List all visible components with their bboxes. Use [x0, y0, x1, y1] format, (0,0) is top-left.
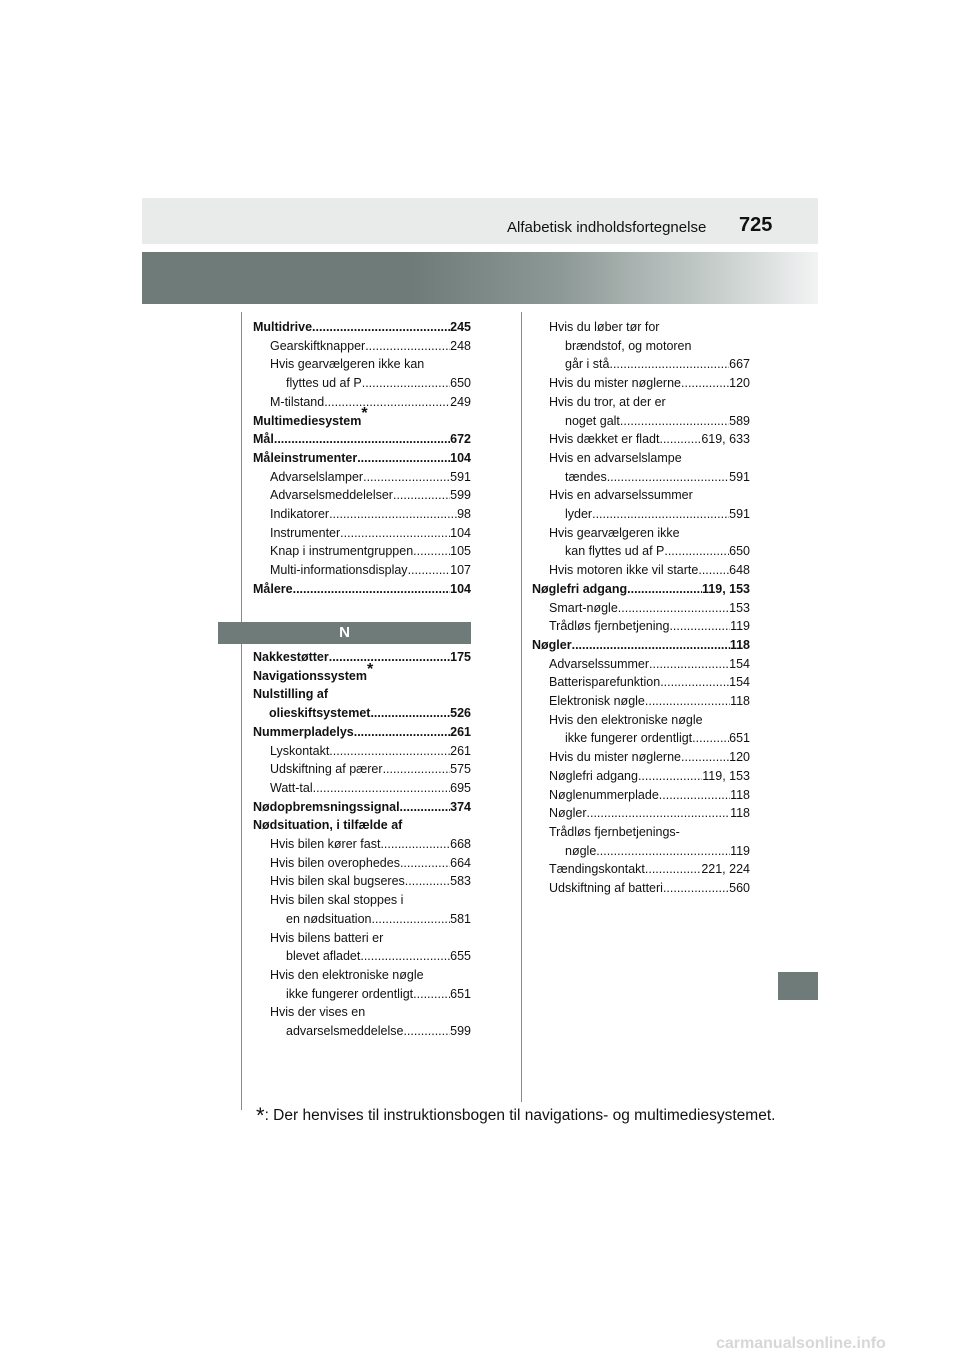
index-entry-line — [253, 580, 471, 599]
entry-label: går i stå — [565, 357, 610, 372]
index-entry-line — [270, 760, 471, 779]
entry-page: 526 — [450, 706, 471, 721]
index-entry — [253, 542, 471, 561]
leader-dots — [370, 704, 450, 723]
page-title: Alfabetisk indholdsfortegnelse — [507, 219, 707, 236]
entry-label: Trådløs fjernbetjening — [549, 619, 670, 634]
index-entry — [532, 692, 750, 711]
entry-page: 672 — [450, 432, 471, 447]
index-entry — [253, 723, 471, 742]
entry-label: M-tilstand — [270, 394, 325, 409]
entry-label: Hvis bilen skal bugseres — [270, 874, 405, 889]
index-entry-line — [270, 985, 471, 1004]
index-entry-line — [549, 879, 750, 898]
index-entry-line — [549, 599, 750, 618]
entry-label: nøgle — [565, 843, 597, 858]
entry-label: flyttes ud af P — [286, 376, 362, 391]
entry-label: Nøglefri adgang — [532, 581, 628, 596]
leader-dots — [274, 430, 450, 449]
entry-label: Hvis gearvælgeren ikke kan — [270, 357, 425, 372]
page-number: 725 — [739, 214, 773, 236]
index-entry-line — [270, 947, 471, 966]
entry-label: Hvis bilen overophedes — [270, 855, 400, 870]
entry-page: 154 — [729, 656, 750, 671]
index-entry-line — [549, 374, 750, 393]
index-entry-line — [270, 779, 471, 798]
index-entry — [253, 872, 471, 891]
entry-page: 581 — [450, 911, 471, 926]
entry-label: Lyskontakt — [270, 743, 330, 758]
leader-dots — [659, 430, 701, 449]
entry-label: Advarselssummer — [549, 656, 650, 671]
index-entry-line — [549, 617, 750, 636]
entry-label: ikke fungerer ordentligt — [565, 731, 693, 746]
entry-page: 119, 153 — [702, 768, 750, 783]
entry-page: 104 — [450, 525, 471, 540]
leader-dots — [313, 779, 451, 798]
header-band — [142, 198, 818, 244]
leader-dots — [572, 636, 730, 655]
index-entry — [532, 374, 750, 393]
index-entry — [253, 835, 471, 854]
index-entry-line — [549, 542, 750, 561]
index-entry-line — [270, 1022, 471, 1041]
leader-dots — [627, 580, 702, 599]
leader-dots — [413, 985, 450, 1004]
leader-dots — [692, 729, 729, 748]
watermark: carmanualsonline.info — [716, 1335, 886, 1352]
leader-dots — [645, 860, 701, 879]
entry-label: Hvis den elektroniske nøgle — [270, 967, 424, 982]
entry-label: Nødopbremsningssignal — [253, 799, 400, 814]
entry-label: Tændingskontakt — [549, 862, 645, 877]
entry-page: 651 — [450, 986, 471, 1001]
index-entry — [253, 561, 471, 580]
entry-page: 589 — [729, 413, 750, 428]
index-column-right — [532, 318, 750, 898]
entry-label: Knap i instrumentgruppen — [270, 544, 414, 559]
leader-dots — [403, 1022, 450, 1041]
index-entry — [532, 449, 750, 486]
index-entry-line — [549, 767, 750, 786]
leader-dots — [620, 412, 729, 431]
index-entry — [253, 966, 471, 1003]
entry-label: noget galt — [565, 413, 620, 428]
entry-page: 667 — [729, 357, 750, 372]
index-entry-line — [270, 854, 471, 873]
leader-dots — [413, 542, 450, 561]
index-entry-line — [549, 655, 750, 674]
index-entry — [253, 318, 471, 337]
leader-dots — [681, 748, 729, 767]
leader-dots — [405, 872, 450, 891]
index-entry — [532, 655, 750, 674]
index-entry — [532, 486, 750, 523]
leader-dots — [357, 449, 450, 468]
leader-dots — [329, 648, 450, 667]
entry-label: Gearskiftknapper — [270, 338, 366, 353]
index-entry — [253, 337, 471, 356]
entry-label: Hvis en advarselslampe — [549, 450, 682, 465]
index-entry-line — [549, 412, 750, 431]
index-entry — [253, 660, 471, 686]
index-entry-line — [532, 636, 750, 655]
entry-page: 105 — [450, 544, 471, 559]
entry-label: Måleinstrumenter — [253, 450, 358, 465]
column-divider — [521, 312, 522, 1102]
entry-label: Hvis bilen kører fast — [270, 837, 381, 852]
entry-page: 119 — [730, 619, 750, 634]
entry-page: 118 — [730, 806, 750, 821]
index-entry-line — [270, 872, 471, 891]
index-entry-line — [270, 561, 471, 580]
index-entry — [532, 318, 750, 374]
index-entry — [532, 561, 750, 580]
leader-dots — [354, 723, 450, 742]
entry-label: Hvis en advarselssummer — [549, 488, 693, 503]
index-entry-line — [549, 786, 750, 805]
index-entry-line — [549, 729, 750, 748]
index-entry-line — [549, 842, 750, 861]
leader-dots — [663, 879, 729, 898]
footnote — [256, 1100, 775, 1126]
entry-label: advarselsmeddelelse — [286, 1024, 404, 1039]
entry-page: 619, 633 — [701, 432, 750, 447]
entry-label: Hvis motoren ikke vil starte — [549, 563, 699, 578]
entry-label: olieskiftsystemet — [269, 706, 371, 721]
entry-label: tændes — [565, 469, 607, 484]
entry-label: Smart-nøgle — [549, 600, 618, 615]
leader-dots — [596, 842, 730, 861]
leader-dots — [362, 374, 450, 393]
leader-dots — [587, 804, 731, 823]
entry-page: 118 — [730, 694, 750, 709]
index-entry — [253, 929, 471, 966]
leader-dots — [408, 561, 451, 580]
entry-label: Nulstilling af — [253, 687, 328, 702]
entry-label: Advarselsmeddelelser — [270, 488, 393, 503]
leader-dots — [681, 374, 729, 393]
entry-label: Nøgler — [549, 806, 587, 821]
leader-dots — [638, 767, 702, 786]
entry-page: 655 — [450, 949, 471, 964]
entry-page: 650 — [450, 376, 471, 391]
index-entry — [253, 1003, 471, 1040]
entry-label: Hvis du løber tør for — [549, 320, 660, 334]
leader-dots — [360, 947, 450, 966]
entry-page: 583 — [450, 874, 471, 889]
index-entry — [253, 760, 471, 779]
index-entry-line — [270, 486, 471, 505]
index-entry-line — [549, 860, 750, 879]
entry-label: Hvis du mister nøglerne — [549, 376, 681, 391]
entry-page: 118 — [729, 637, 750, 652]
index-entry — [532, 580, 750, 599]
entry-label: Nakkestøtter — [253, 650, 329, 664]
entry-page: 245 — [450, 320, 471, 334]
entry-page: 261 — [450, 724, 471, 739]
index-entry-line — [270, 393, 471, 412]
entry-page: 120 — [729, 376, 750, 391]
index-entry — [253, 816, 471, 835]
index-entry — [532, 599, 750, 618]
left-column-rule — [241, 312, 242, 1110]
leader-dots — [659, 786, 730, 805]
index-entry — [253, 486, 471, 505]
leader-dots — [324, 393, 450, 412]
entry-page: 651 — [729, 731, 750, 746]
index-entry-line — [270, 505, 471, 524]
section-letter-bar: N — [218, 622, 471, 644]
entry-page: 248 — [450, 338, 471, 353]
index-entry-line — [253, 449, 471, 468]
index-entry-line — [549, 355, 750, 374]
index-entry — [532, 393, 750, 430]
leader-dots — [400, 854, 450, 873]
entry-label: Nøglenummerplade — [549, 787, 659, 802]
index-entry-line — [549, 468, 750, 487]
entry-label: Udskiftning af batteri — [549, 881, 663, 896]
entry-page: 648 — [729, 563, 750, 578]
index-entry — [253, 355, 471, 392]
leader-dots — [664, 542, 729, 561]
entry-page: 261 — [450, 743, 471, 758]
entry-page: 249 — [450, 394, 471, 409]
index-entry-line — [549, 692, 750, 711]
entry-page: 221, 224 — [701, 862, 750, 877]
entry-page: 664 — [450, 855, 471, 870]
entry-label: Instrumenter — [270, 525, 341, 540]
footnote-star: * — [256, 1103, 265, 1128]
index-entry-line — [549, 505, 750, 524]
index-entry-line — [253, 704, 471, 723]
entry-label: Nøglefri adgang — [549, 768, 638, 783]
entry-label: Udskiftning af pærer — [270, 762, 383, 777]
index-entry — [532, 767, 750, 786]
entry-label: Nødsituation, i tilfælde af — [253, 818, 403, 833]
leader-dots — [363, 468, 450, 487]
leader-dots — [383, 760, 451, 779]
entry-page: 668 — [450, 837, 471, 852]
entry-label — [253, 405, 368, 431]
entry-label: en nødsituation — [286, 911, 372, 926]
index-entry — [253, 580, 471, 599]
entry-label: Hvis du mister nøglerne — [549, 750, 681, 765]
index-entry-line — [253, 723, 471, 742]
index-entry-line — [253, 648, 471, 667]
entry-page: 154 — [729, 675, 750, 690]
index-entry — [253, 685, 471, 722]
index-entry — [253, 405, 471, 431]
entry-label-text: Multimediesystem — [253, 413, 362, 428]
index-entry-line — [549, 430, 750, 449]
entry-label: Watt-tal — [270, 780, 313, 795]
leader-dots — [592, 505, 729, 524]
entry-page: 599 — [450, 488, 471, 503]
leader-dots — [649, 655, 729, 674]
index-entry — [532, 786, 750, 805]
entry-label: Multidrive — [253, 320, 313, 334]
index-entry-line — [532, 580, 750, 599]
leader-dots — [660, 673, 729, 692]
entry-label: kan flyttes ud af P — [565, 544, 665, 559]
index-entry — [253, 449, 471, 468]
index-entry-line — [270, 742, 471, 761]
entry-page: 650 — [729, 544, 750, 559]
index-entry-line — [270, 524, 471, 543]
index-entry — [253, 505, 471, 524]
entry-label: Målere — [253, 581, 293, 596]
entry-page: 591 — [450, 469, 471, 484]
leader-dots — [393, 486, 450, 505]
entry-label: Hvis gearvælgeren ikke — [549, 525, 680, 540]
index-entry — [253, 798, 471, 817]
entry-page: 107 — [450, 563, 471, 578]
index-entry-line — [270, 542, 471, 561]
entry-label: lyder — [565, 507, 593, 522]
entry-page: 119, 153 — [702, 581, 750, 596]
footnote-star: * — [366, 660, 374, 678]
leader-dots — [371, 910, 450, 929]
entry-page: 374 — [450, 799, 471, 814]
index-entry — [532, 804, 750, 823]
entry-page: 118 — [730, 787, 750, 802]
entry-label: Hvis bilens batteri er — [270, 930, 384, 945]
index-entry — [253, 648, 471, 667]
entry-label: Indikatorer — [270, 507, 330, 522]
entry-label: Multi-informationsdisplay — [270, 563, 408, 578]
entry-page: 591 — [729, 507, 750, 522]
entry-label: Advarselslamper — [270, 469, 364, 484]
index-entry — [532, 879, 750, 898]
entry-label: Hvis der vises en — [270, 1005, 366, 1020]
index-entry-line — [253, 816, 471, 835]
entry-label: Hvis bilen skal stoppes i — [270, 893, 404, 908]
entry-continuation: brændstof, og motoren — [565, 338, 692, 353]
entry-page: 98 — [457, 507, 471, 522]
entry-label — [253, 660, 374, 686]
index-entry — [532, 748, 750, 767]
index-entry — [532, 617, 750, 636]
index-entry-line — [253, 318, 471, 337]
leader-dots — [645, 692, 730, 711]
entry-label: Trådløs fjernbetjenings- — [549, 824, 680, 839]
index-entry-line — [270, 910, 471, 929]
index-entry — [253, 779, 471, 798]
leader-dots — [312, 318, 450, 337]
index-entry-line — [270, 835, 471, 854]
index-entry-line — [549, 561, 750, 580]
entry-page: 575 — [450, 762, 471, 777]
index-entry-line — [253, 430, 471, 449]
index-entry — [532, 524, 750, 561]
leader-dots — [380, 835, 450, 854]
leader-dots — [618, 599, 729, 618]
index-entry-line — [549, 804, 750, 823]
footnote-text: : Der henvises til instruktionsbogen til navigations- og multimediesystemet. — [264, 1107, 776, 1124]
leader-dots — [293, 580, 451, 599]
leader-dots — [698, 561, 729, 580]
index-entry — [253, 742, 471, 761]
entry-label: Nøgler — [532, 637, 572, 652]
index-entry — [532, 636, 750, 655]
index-entry — [532, 711, 750, 748]
index-entry-line — [270, 468, 471, 487]
leader-dots — [329, 505, 457, 524]
index-entry — [532, 430, 750, 449]
leader-dots — [340, 524, 450, 543]
entry-page: 695 — [450, 780, 471, 795]
index-entry-line — [253, 405, 471, 431]
entry-label: Mål — [253, 432, 274, 447]
entry-label: Hvis dækket er fladt — [549, 432, 660, 447]
entry-page: 591 — [729, 469, 750, 484]
entry-page: 560 — [729, 881, 750, 896]
entry-page: 104 — [450, 581, 471, 596]
entry-page: 104 — [450, 450, 471, 465]
entry-page: 175 — [450, 650, 471, 664]
entry-label: Nummerpladelys — [253, 724, 354, 739]
entry-label: ikke fungerer ordentligt — [286, 986, 414, 1001]
leader-dots — [365, 337, 450, 356]
entry-page: 153 — [729, 600, 750, 615]
chapter-side-tab — [778, 972, 818, 1000]
index-entry — [532, 673, 750, 692]
index-entry-line — [253, 798, 471, 817]
leader-dots — [607, 468, 729, 487]
index-entry-line — [549, 748, 750, 767]
index-entry — [532, 860, 750, 879]
leader-dots — [329, 742, 450, 761]
index-entry-line — [549, 673, 750, 692]
entry-label: Elektronisk nøgle — [549, 694, 645, 709]
index-entry — [253, 524, 471, 543]
index-entry-line — [270, 337, 471, 356]
index-entry — [253, 468, 471, 487]
index-entry-line — [253, 660, 471, 686]
header-gradient-bar — [142, 252, 818, 304]
entry-label-text: Navigationssystem — [253, 668, 367, 683]
entry-page: 599 — [450, 1024, 471, 1039]
leader-dots — [609, 355, 729, 374]
index-entry — [253, 854, 471, 873]
index-column-left-n — [253, 648, 471, 1041]
entry-label: Hvis den elektroniske nøgle — [549, 712, 703, 727]
entry-page: 120 — [729, 750, 750, 765]
entry-label: blevet afladet — [286, 949, 361, 964]
leader-dots — [669, 617, 730, 636]
index-entry-line — [270, 374, 471, 393]
index-entry — [532, 823, 750, 860]
entry-label: Hvis du tror, at der er — [549, 394, 666, 409]
leader-dots — [400, 798, 451, 817]
footnote-star: * — [361, 405, 368, 423]
index-entry — [253, 891, 471, 928]
index-column-left-m — [253, 318, 471, 599]
entry-label: Batterisparefunktion — [549, 675, 661, 690]
entry-page: 119 — [730, 843, 750, 858]
index-entry — [253, 430, 471, 449]
